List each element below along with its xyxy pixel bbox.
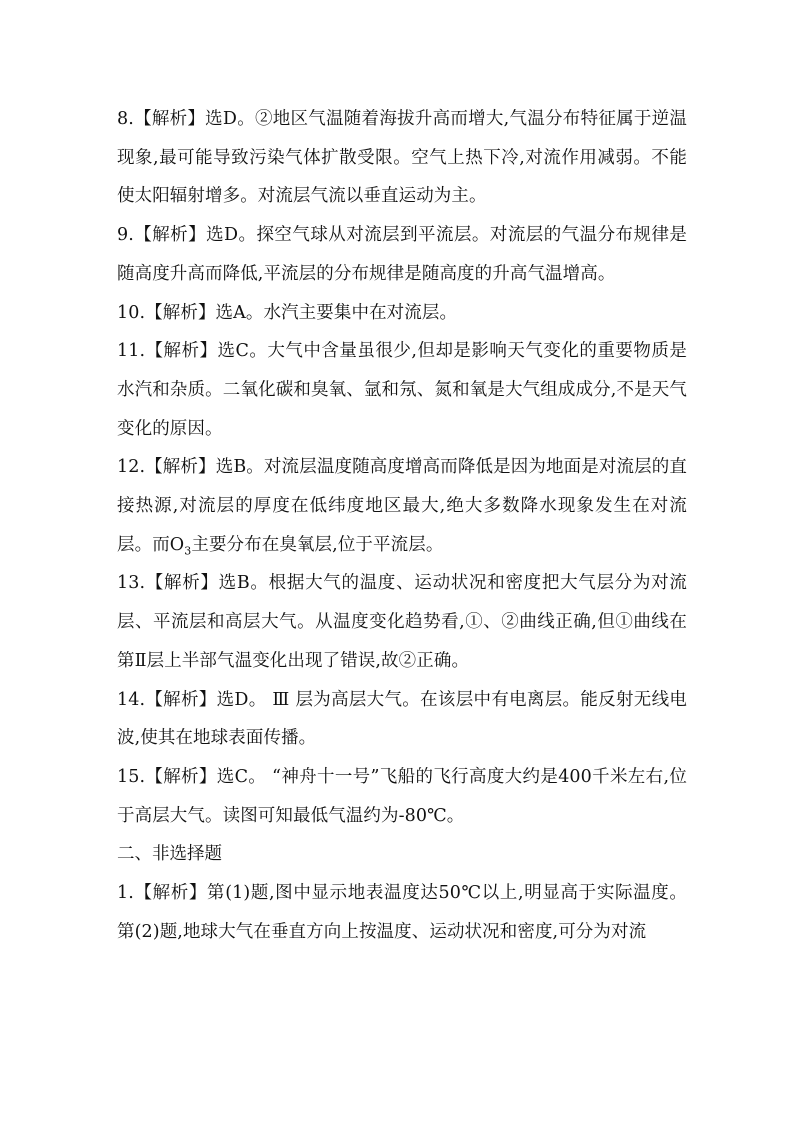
- answer-content: [117, 100, 687, 951]
- answer-number: 11.: [117, 341, 146, 362]
- answer-text: 选B。对流层温度随高度增高而降低是因为地面是对流层的直接热源,对流层的厚度在低纬度地区最大,绝大多数降水现象发生在对流层。而O: [117, 457, 687, 555]
- answer-text: 第(1)题,图中显示地表温度达50℃以上,明显高于实际温度。第(2)题,地球大气在垂直方向上按温度、运动状况和密度,可分为对流: [117, 883, 687, 942]
- answer-10: [117, 294, 687, 333]
- answer-number: 9.: [117, 225, 134, 246]
- ozone-subscript: 3: [184, 544, 192, 558]
- answer-text: 选B。根据大气的温度、运动状况和密度把大气层分为对流层、平流层和高层大气。从温度变化趋势看,①、②曲线正确,但①曲线在第Ⅱ层上半部气温变化出现了错误,故②正确。: [117, 573, 687, 671]
- answer-number: 15.: [117, 766, 146, 787]
- analysis-tag: 【解析】: [145, 302, 216, 323]
- analysis-tag: 【解析】: [145, 341, 218, 362]
- analysis-tag: 【解析】: [133, 109, 206, 129]
- analysis-tag: 【解析】: [145, 766, 217, 787]
- answer-15: [117, 758, 687, 835]
- answer-number: 8.: [117, 109, 134, 129]
- answer-8: [117, 100, 687, 216]
- answer-text: 选D。②地区气温随着海拔升高而增大,气温分布特征属于逆温现象,最可能导致污染气体扩散受限。空气上热下冷,对流作用减弱。不能使太阳辐射增多。对流层气流以垂直运动为主。: [117, 109, 687, 207]
- answer-text-continued: 主要分布在臭氧层,位于平流层。: [191, 534, 444, 555]
- answer-14: [117, 681, 687, 758]
- answer-number: 13.: [117, 573, 146, 594]
- answer-12: [117, 448, 687, 564]
- answer-nonchoice-1: [117, 874, 687, 951]
- analysis-tag: 【解析】: [133, 883, 208, 904]
- answer-number: 1.: [117, 883, 134, 904]
- analysis-tag: 【解析】: [133, 225, 207, 246]
- answer-number: 10.: [117, 302, 146, 323]
- answer-text: 选C。大气中含量虽很少,但却是影响天气变化的重要物质是水汽和杂质。二氧化碳和臭氧、氩和氖、氮和氧是大气组成成分,不是天气变化的原因。: [117, 341, 687, 439]
- answer-number: 14.: [117, 689, 146, 710]
- answer-text: 选D。 Ⅲ 层为高层大气。在该层中有电离层。能反射无线电波,使其在地球表面传播。: [117, 689, 687, 749]
- analysis-tag: 【解析】: [145, 573, 219, 594]
- answer-13: [117, 564, 687, 680]
- answer-text: 选C。 “神舟十一号”飞船的飞行高度大约是400千米左右,位于高层大气。读图可知最低气温约为-80℃。: [117, 766, 687, 826]
- answer-text: 选D。探空气球从对流层到平流层。对流层的气温分布规律是随高度升高而降低,平流层的分布规律是随高度的升高气温增高。: [117, 225, 687, 284]
- answer-text: 选A。水汽主要集中在对流层。: [215, 302, 458, 323]
- answer-9: [117, 216, 687, 293]
- section-heading: 二、非选择题: [117, 844, 222, 865]
- answer-11: [117, 332, 687, 448]
- answer-number: 12.: [117, 457, 146, 478]
- analysis-tag: 【解析】: [145, 457, 216, 478]
- analysis-tag: 【解析】: [145, 689, 217, 710]
